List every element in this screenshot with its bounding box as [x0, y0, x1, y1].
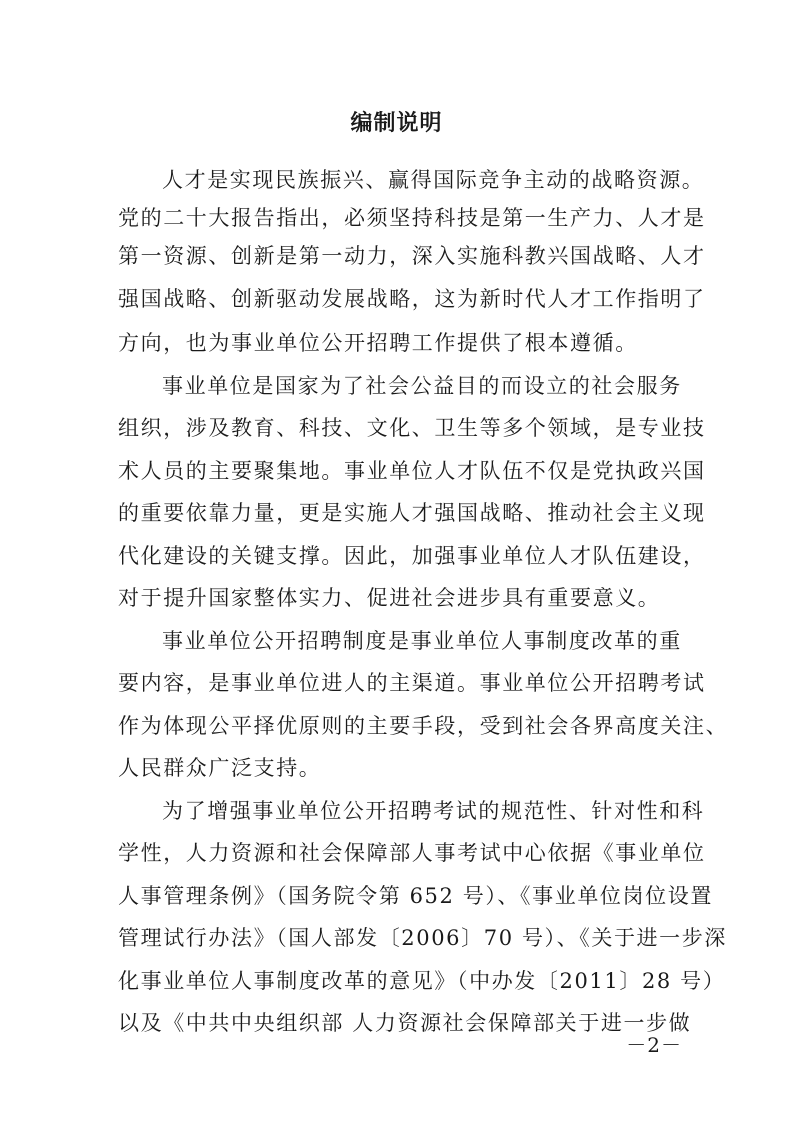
paragraph-4-line-5: 化事业单位人事制度改革的意见》（中办发〔2011〕28 号） — [118, 969, 726, 993]
paragraph-1-line-1: 人才是实现民族振兴、赢得国际竞争主动的战略资源。 — [162, 168, 705, 192]
paragraph-1-line-4: 强国战略、创新驱动发展战略，这为新时代人才工作指明了 — [118, 287, 706, 311]
paragraph-1-line-2: 党的二十大报告指出，必须坚持科技是第一生产力、人才是 — [118, 206, 706, 230]
paragraph-2-line-3: 术人员的主要聚集地。事业单位人才队伍不仅是党执政兴国 — [118, 459, 706, 483]
paragraph-1-line-5: 方向，也为事业单位公开招聘工作提供了根本遵循。 — [118, 331, 638, 355]
paragraph-3-line-2: 要内容，是事业单位进人的主渠道。事业单位公开招聘考试 — [118, 671, 706, 695]
paragraph-4-line-4: 管理试行办法》（国人部发〔2006〕70 号）、《关于进一步深 — [118, 926, 727, 950]
paragraph-3-line-4: 人民群众广泛支持。 — [118, 756, 322, 780]
page-title: 编制说明 — [350, 111, 443, 136]
paragraph-3-line-3: 作为体现公平择优原则的主要手段，受到社会各界高度关注、 — [118, 714, 729, 738]
paragraph-4-line-1: 为了增强事业单位公开招聘考试的规范性、针对性和科 — [162, 799, 705, 823]
paragraph-2-line-1: 事业单位是国家为了社会公益目的而设立的社会服务 — [162, 374, 682, 398]
paragraph-4-line-6: 以及《中共中央组织部 人力资源社会保障部关于进一步做 — [118, 1011, 692, 1035]
paragraph-2-line-6: 对于提升国家整体实力、促进社会进步具有重要意义。 — [118, 586, 661, 610]
paragraph-4-line-3: 人事管理条例》（国务院令第 652 号）、《事业单位岗位设置 — [118, 884, 713, 908]
paragraph-2-line-2: 组织，涉及教育、科技、文化、卫生等多个领域，是专业技 — [118, 416, 706, 440]
paragraph-4-line-2: 学性，人力资源和社会保障部人事考试中心依据《事业单位 — [118, 841, 706, 865]
page-number: －2－ — [626, 1033, 682, 1057]
paragraph-1-line-3: 第一资源、创新是第一动力，深入实施科教兴国战略、人才 — [118, 244, 706, 268]
paragraph-2-line-5: 代化建设的关键支撑。因此，加强事业单位人才队伍建设， — [118, 544, 706, 568]
paragraph-2-line-4: 的重要依靠力量，更是实施人才强国战略、推动社会主义现 — [118, 501, 706, 525]
paragraph-3-line-1: 事业单位公开招聘制度是事业单位人事制度改革的重 — [162, 629, 682, 653]
